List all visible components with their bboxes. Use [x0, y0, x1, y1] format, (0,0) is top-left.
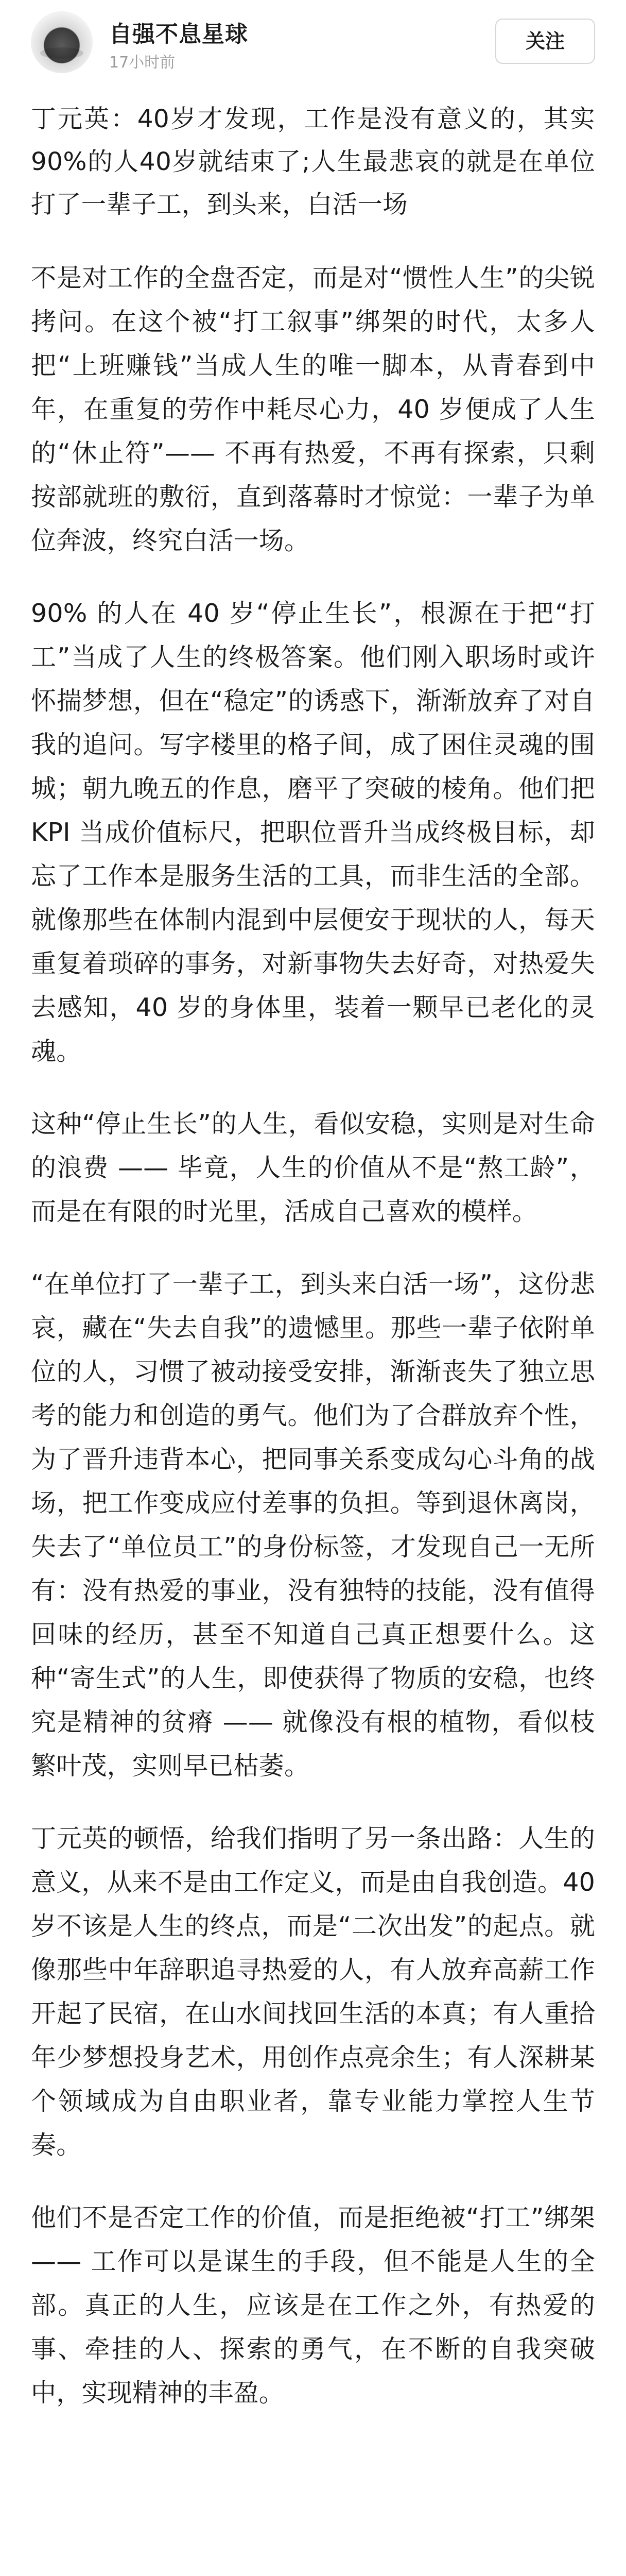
post-time: 17小时前 [109, 54, 176, 72]
follow-button[interactable]: 关注 [495, 19, 595, 64]
post-header [0, 0, 626, 86]
post-paragraph: 丁元英的顿悟，给我们指明了另一条出路：人生的意义，从来不是由工作定义，而是由自我创造。40 岁不该是人生的终点，而是“二次出发”的起点。就像那些中年辞职追寻热爱的人，有人放弃高薪工作开起了民宿，在山水间找回生活的本真；有人重拾年少梦想投身艺术，用创作点亮余生；有人深耕某个领域成为自由职业者，靠专业能力掌控人生节奏。 [31, 1824, 595, 2160]
avatar[interactable] [31, 11, 93, 73]
post-paragraph: “在单位打了一辈子工，到头来白活一场”，这份悲哀，藏在“失去自我”的遗憾里。那些一辈子依附单位的人，习惯了被动接受安排，渐渐丧失了独立思考的能力和创造的勇气。他们为了合群放弃个性，为了晋升违背本心，把同事关系变成勾心斗角的战场，把工作变成应付差事的负担。等到退休离岗，失去了“单位员工”的身份标签，才发现自己一无所有：没有热爱的事业，没有独特的技能，没有值得回味的经历，甚至不知道自己真正想要什么。这种“寄生式”的人生，即使获得了物质的安稳，也终究是精神的贫瘠 —— 就像没有根的植物，看似枝繁叶茂，实则早已枯萎。 [31, 1269, 595, 1781]
post-body [31, 98, 595, 2444]
avatar-cup-shape [40, 47, 83, 59]
post-paragraph: 他们不是否定工作的价值，而是拒绝被“打工”绑架 —— 工作可以是谋生的手段，但不能是人生的全部。真正的人生，应该是在工作之外，有热爱的事、牵挂的人、探索的勇气，在不断的自我突破中，实现精神的丰盈。 [31, 2203, 595, 2408]
post-paragraph: 不是对工作的全盘否定，而是对“惯性人生”的尖锐拷问。在这个被“打工叙事”绑架的时代，太多人把“上班赚钱”当成人生的唯一脚本，从青春到中年，在重复的劳作中耗尽心力，40 岁便成了人生的“休止符”—— 不再有热爱，不再有探索，只剩按部就班的敷衍，直到落幕时才惊觉：一辈子为单位奔波，终究白活一场。 [31, 263, 595, 555]
post-paragraph: 这种“停止生长”的人生，看似安稳，实则是对生命的浪费 —— 毕竟，人生的价值从不是“熬工龄”，而是在有限的时光里，活成自己喜欢的模样。 [31, 1109, 595, 1226]
author-name[interactable]: 自强不息星球 [109, 21, 248, 47]
post-paragraph: 90% 的人在 40 岁“停止生长”，根源在于把“打工”当成了人生的终极答案。他们刚入职场时或许怀揣梦想，但在“稳定”的诱惑下，渐渐放弃了对自我的追问。写字楼里的格子间，成了困住灵魂的围城；朝九晚五的作息，磨平了突破的棱角。他们把 KPI 当成价值标尺，把职位晋升当成终极目标，却忘了工作本是服务生活的工具，而非生活的全部。就像那些在体制内混到中层便安于现状的人，每天重复着琐碎的事务，对新事物失去好奇，对热爱失去感知，40 岁的身体里，装着一颗早已老化的灵魂。 [31, 599, 595, 1066]
post-title: 丁元英：40岁才发现，工作是没有意义的，其实90%的人40岁就结束了;人生最悲哀的就是在单位打了一辈子工，到头来，白活一场 [31, 105, 595, 219]
